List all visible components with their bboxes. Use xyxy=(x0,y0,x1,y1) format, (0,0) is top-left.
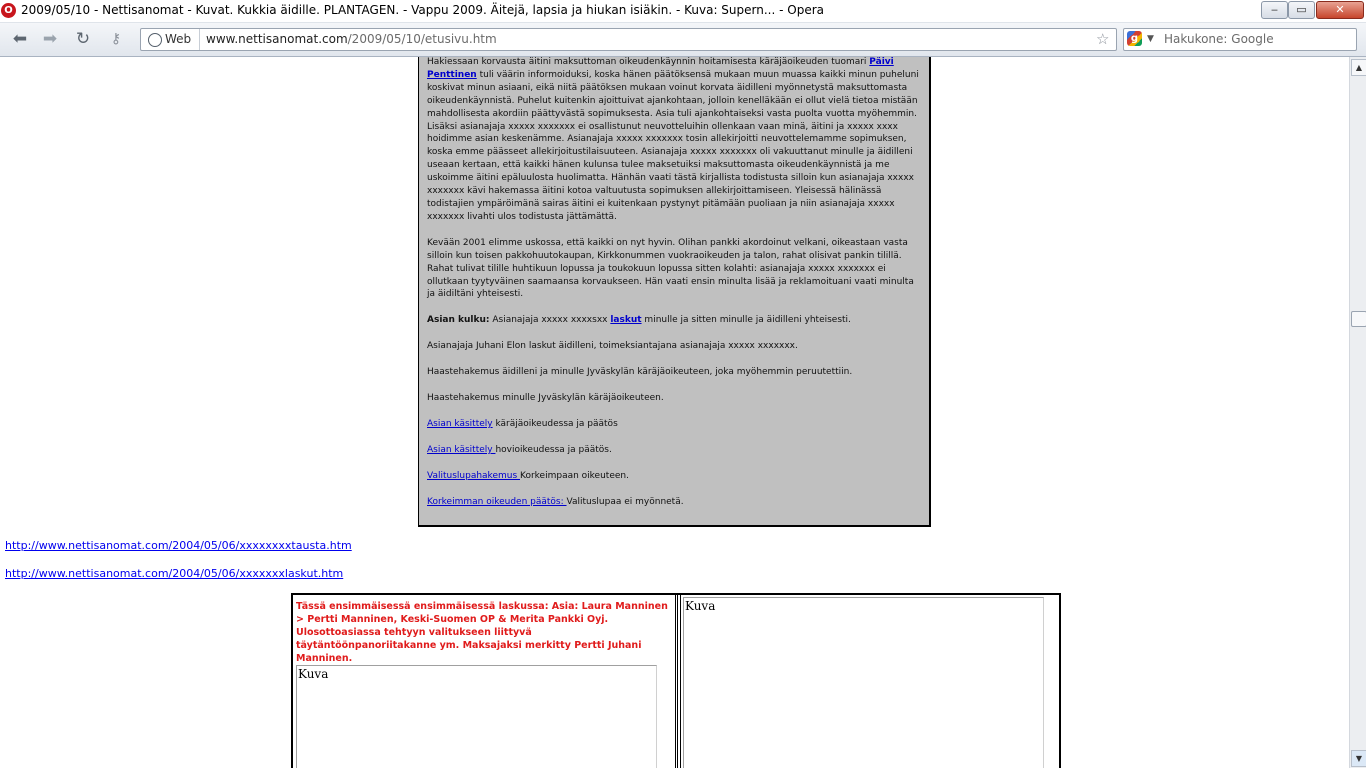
maximize-button[interactable]: ▭ xyxy=(1288,1,1315,19)
search-field[interactable] xyxy=(1123,28,1357,51)
scroll-down-icon[interactable]: ▼ xyxy=(1351,750,1366,767)
google-icon[interactable]: g xyxy=(1127,31,1142,46)
image-alt-text: Kuva xyxy=(685,599,716,613)
article-paragraph: Haastehakemus äidilleni ja minulle Jyväskylän käräjäoikeuteen, joka myöhemmin peruutettiin. xyxy=(427,367,853,378)
url-path: /2009/05/10/etusivu.htm xyxy=(347,32,497,46)
paragraph-text: Korkeimpaan oikeuteen. xyxy=(520,470,629,481)
paragraph-text: Asianajaja xxxxx xxxxsxx xyxy=(489,315,611,326)
article-paragraph xyxy=(427,57,919,224)
invoice-left-inner xyxy=(294,595,676,768)
article-paragraph: Haastehakemus minulle Jyväskylän käräjäoikeuteen. xyxy=(427,393,664,404)
page-viewport xyxy=(0,57,1349,768)
back-arrow-icon[interactable]: ⬅ xyxy=(12,29,28,49)
laskut-link[interactable]: laskut xyxy=(610,315,642,326)
image-alt-text: Kuva xyxy=(298,667,329,681)
opera-logo-icon[interactable]: O xyxy=(1,3,16,18)
web-badge[interactable] xyxy=(141,29,200,50)
key-icon[interactable]: ⚷ xyxy=(110,31,122,47)
paivi-penttinen-link[interactable]: Päivi Penttinen xyxy=(427,57,894,80)
article-paragraph xyxy=(427,314,919,327)
paragraph-text: minulle ja sitten minulle ja äidilleni yhteisesti. xyxy=(641,315,851,326)
paragraph-text: Valituslupaa ei myönnetä. xyxy=(566,496,684,507)
valituslupahakemus-link[interactable]: Valituslupahakemus xyxy=(427,470,520,481)
tausta-link[interactable]: http://www.nettisanomat.com/2004/05/06/xxxxxxxxtausta.htm xyxy=(5,539,352,552)
article-box xyxy=(418,57,931,527)
article-paragraph xyxy=(427,418,919,431)
forward-arrow-icon[interactable]: ➡ xyxy=(42,29,58,49)
invoice-right-cell xyxy=(680,595,1056,768)
invoice-description: Tässä ensimmäisessä ensimmäisessä laskussa: Asia: Laura Manninen > Pertti Manninen, Keski-Suomen OP & Merita Pankki Oyj. Ulosottoasiassa tehtyyn valitukseen liittyvä täytäntöönpanoriitakanne ym. Maksajaksi merkitty Pertti Juhani Manninen. xyxy=(296,601,668,664)
vertical-scrollbar[interactable] xyxy=(1349,57,1366,768)
invoice-left-cell xyxy=(293,595,678,768)
paragraph-text: hovioikeudessa ja päätös. xyxy=(495,444,612,455)
korkeimman-oikeuden-paatos-link[interactable]: Korkeimman oikeuden päätös: xyxy=(427,496,567,507)
url-text[interactable] xyxy=(206,29,497,50)
globe-icon xyxy=(148,33,162,47)
laskut-page-link[interactable]: http://www.nettisanomat.com/2004/05/06/xxxxxxxlaskut.htm xyxy=(5,567,344,580)
article-paragraph xyxy=(427,470,919,483)
browser-toolbar xyxy=(0,23,1366,57)
bookmark-star-icon[interactable]: ☆ xyxy=(1096,30,1110,48)
asian-kulku-label: Asian kulku: xyxy=(427,315,490,326)
article-paragraph xyxy=(427,496,919,509)
invoice-image-left[interactable] xyxy=(296,665,657,768)
window-title: 2009/05/10 - Nettisanomat - Kuvat. Kukkia äidille. PLANTAGEN. - Vappu 2009. Äitejä, lapsia ja hiukan isiäkin. - Kuva: Supern... - Opera xyxy=(21,3,824,17)
paragraph-text: tuli väärin informoiduksi, koska hänen päätöksensä mukaan muun muassa kaikki minun puheluni koskivat minun asiaani, eikä niitä päätöksen mukaan voinut korvata äidilleni myönnetystä maksuttomasta oikeudenkäynnistä. Puhelut kuitenkin ajoittuivat ajankohtaan, jolloin kenelläkään ei ollut vielä tietoa mistään mahdollisesta akordiin päättyvästä sopimuksesta. Asia tuli ajankohtaiseksi vasta puolta vuotta myöhemmin. Lisäksi asianajaja xxxxx xxxxxxx ei osallistunut neuvotteluihin ollenkaan vaan minä, äitini ja xxxxx xxxx hoidimme asian keskenämme. Asianajaja xxxxx xxxxxxx tosin allekirjoitti neuvottelemamme sopimuksen, koska emme päässeet allekirjoitustilaisuuteen. Asianajaja xxxxx xxxxxxx oli vakuuttanut minulle ja äidilleni useaan kertaan, että kaikki hänen kulunsa tulee maksetuiksi maksuttomasta oikeudenkäynnistä ja me uskoimme äitini epäluulosta huolimatta. Hänhän vaati tästä kirjallista todistusta silloin kun asianajaja xxxxx xxxxxxx kävi hakemassa äitini kotoa valtuutusta sopimuksen allekirjoittamiseen. Yleisessä hälinässä todistajien ympäröimänä sairas äitini ei kuitenkaan pystynyt pitämään puoliaan ja niin asianajaja xxxxx xxxxxxx livahti ulos todistusta jättämättä. xyxy=(427,69,919,222)
title-bar xyxy=(0,0,1366,23)
article-content xyxy=(427,57,919,522)
article-paragraph: Kevään 2001 elimme uskossa, että kaikki on nyt hyvin. Olihan pankki akordoinut velkani, oikeastaan vasta silloin kun toisen pakkohuutokaupan, Kirkkonummen vuokraoikeuden ja talon, rahat olisivat pankin tilillä. Rahat tulivat tilille huhtikuun lopussa ja toukokuun lopussa sitten kolahti: asianajaja xxxxx xxxxxxx ei ollutkaan tyytyväinen saamaansa korvaukseen. Hän vaati ensin minulta lisää ja reklamoituani vaati minulta ja äidiltäni yhteisesti. xyxy=(427,237,914,300)
minimize-button[interactable]: ‒ xyxy=(1261,1,1288,19)
reload-icon[interactable]: ↻ xyxy=(75,29,91,49)
address-bar[interactable] xyxy=(140,28,1117,51)
scrollbar-thumb[interactable] xyxy=(1351,311,1366,327)
invoice-table xyxy=(291,593,1061,768)
close-button[interactable]: ✕ xyxy=(1316,1,1364,19)
paragraph-text: käräjäoikeudessa ja päätös xyxy=(492,418,618,429)
web-label: Web xyxy=(165,32,192,46)
paragraph-text: Hakiessaan korvausta äitini maksuttoman oikeudenkäynnin hoitamisesta käräjäoikeuden tuomari xyxy=(427,57,870,67)
invoice-image-right[interactable] xyxy=(683,597,1044,768)
scroll-up-icon[interactable]: ▲ xyxy=(1351,59,1366,76)
article-paragraph xyxy=(427,444,919,457)
chevron-down-icon[interactable]: ▼ xyxy=(1147,34,1154,44)
url-host: www.nettisanomat.com xyxy=(206,32,348,46)
search-placeholder: Hakukone: Google xyxy=(1164,32,1274,46)
asian-kasittely-link-1[interactable]: Asian käsittely xyxy=(427,418,493,429)
asian-kasittely-link-2[interactable]: Asian käsittely xyxy=(427,444,496,455)
article-paragraph: Asianajaja Juhani Elon laskut äidilleni, toimeksiantajana asianajaja xxxxx xxxxxxx. xyxy=(427,341,798,352)
